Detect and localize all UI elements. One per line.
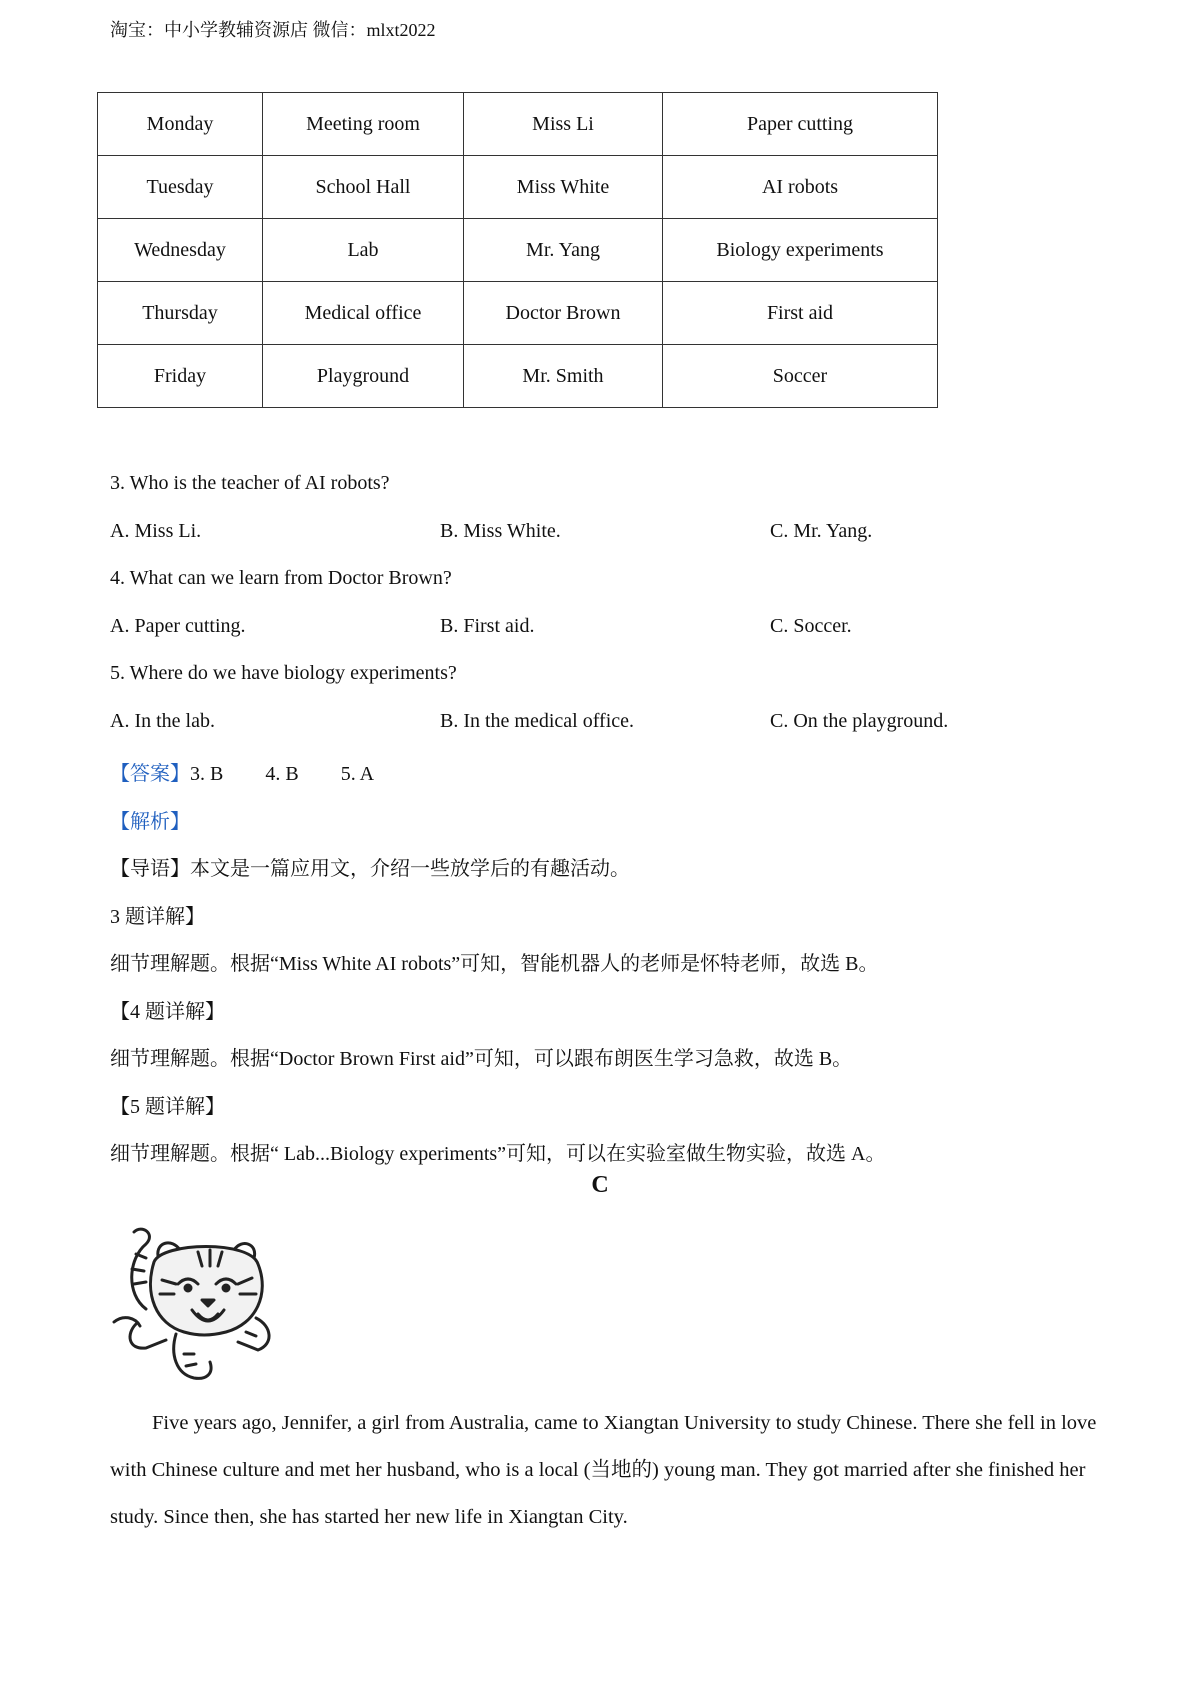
question-4-stem: 4. What can we learn from Doctor Brown? (110, 567, 452, 589)
detail-5-title: 【5 题详解】 (110, 1096, 225, 1118)
cell-teacher: Mr. Yang (464, 219, 663, 282)
answer-line (110, 757, 374, 786)
table-row (98, 282, 938, 345)
cell-activity: Paper cutting (663, 93, 938, 156)
cell-place: Meeting room (263, 93, 464, 156)
tiger-illustration (106, 1214, 276, 1386)
cell-teacher: Mr. Smith (464, 345, 663, 408)
question-5-stem: 5. Where do we have biology experiments? (110, 662, 457, 684)
analysis-label: 【解析】 (110, 811, 190, 833)
question-3-stem: 3. Who is the teacher of AI robots? (110, 472, 390, 494)
cell-activity: Soccer (663, 345, 938, 408)
cell-teacher: Miss Li (464, 93, 663, 156)
analysis-intro: 【导语】本文是一篇应用文，介绍一些放学后的有趣活动。 (110, 858, 630, 880)
cell-teacher: Miss White (464, 156, 663, 219)
table-row (98, 156, 938, 219)
cell-day: Tuesday (98, 156, 263, 219)
cell-place: Lab (263, 219, 464, 282)
table-row (98, 219, 938, 282)
question-3-option-b: B. Miss White. (440, 520, 561, 542)
cell-day: Thursday (98, 282, 263, 345)
answer-q5: 5. A (340, 763, 375, 785)
cell-place: Medical office (263, 282, 464, 345)
question-4-option-b: B. First aid. (440, 615, 535, 637)
cell-activity: First aid (663, 282, 938, 345)
question-4-option-a: A. Paper cutting. (110, 615, 246, 637)
cell-day: Wednesday (98, 219, 263, 282)
cell-day: Friday (98, 345, 263, 408)
detail-3-text: 细节理解题。根据“Miss White AI robots”可知，智能机器人的老师是怀特老师，故选 B。 (110, 953, 879, 975)
passage-paragraph: Five years ago, Jennifer, a girl from Australia, came to Xiangtan University to study Chinese. There she fell in love with Chinese culture and met her husband, who is a local (当地的) young man. They got married after she finished her study. Since then, she has started her new life in Xiangtan City. (110, 1412, 1097, 1528)
table-row (98, 93, 938, 156)
detail-3-title: 3 题详解】 (110, 906, 205, 928)
detail-4-title: 【4 题详解】 (110, 1001, 225, 1023)
detail-5-text: 细节理解题。根据“ Lab...Biology experiments”可知，可以在实验室做生物实验，故选 A。 (110, 1143, 886, 1165)
cell-day: Monday (98, 93, 263, 156)
question-3-option-c: C. Mr. Yang. (770, 520, 873, 542)
cell-place: School Hall (263, 156, 464, 219)
question-5-option-a: A. In the lab. (110, 710, 215, 732)
page-header: 淘宝：中小学教辅资源店 微信：mlxt2022 (110, 20, 436, 40)
activity-table (97, 92, 938, 408)
section-c-title: C (591, 1172, 609, 1198)
question-5-option-b: B. In the medical office. (440, 710, 635, 732)
answer-label: 【答案】 (110, 763, 190, 785)
cell-teacher: Doctor Brown (464, 282, 663, 345)
cell-activity: AI robots (663, 156, 938, 219)
detail-4-text: 细节理解题。根据“Doctor Brown First aid”可知，可以跟布朗医生学习急救，故选 B。 (110, 1048, 853, 1070)
cell-place: Playground (263, 345, 464, 408)
question-4-option-c: C. Soccer. (770, 615, 852, 637)
question-3-option-a: A. Miss Li. (110, 520, 202, 542)
cell-activity: Biology experiments (663, 219, 938, 282)
answer-q4: 4. B (265, 763, 299, 785)
answer-q3: 3. B (190, 763, 224, 785)
question-5-option-c: C. On the playground. (770, 710, 949, 732)
table-row (98, 345, 938, 408)
